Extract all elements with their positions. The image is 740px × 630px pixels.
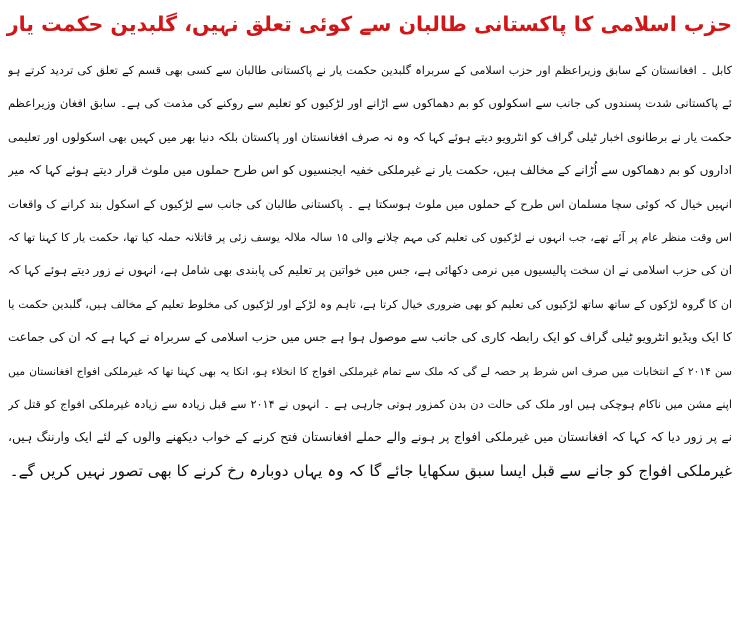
article-line: سن ۲۰۱۴ کے انتخابات میں صرف اس شرط پر حصہ لے گی کہ ملک سے تمام غیرملکی افواج کا انخلاء ہو، انکا یہ بھی کہنا تھا کہ غیرملکی افواج افغانستان میں (8, 364, 732, 378)
article-line: نے پر زور دیا کہ کہا کہ افغانستان میں غیرملکی افواج پر ہونے والے حملے افغانستان فتح کرنے کے خواب دیکھنے والوں کے لئے ایک وارننگ ہیں، (8, 430, 732, 445)
article-line: ان کی حزب اسلامی نے ان سخت پالیسیوں میں نرمی دکھائی ہے، جس میں خواتین پر تعلیم کی پابندی بھی شامل ہے، انہوں نے زور دیتے ہوئے کہا کہ (8, 263, 732, 278)
article-line: ئے پاکستانی شدت پسندوں کی جانب سے اسکولوں کو بم دھماکوں سے اڑانے اور لڑکیوں کو تعلیم سے روکنے کی مذمت کی ہے۔ سابق افغان وزیراعظم (8, 96, 732, 111)
article-line: اپنے مشن میں ناکام ہوچکی ہیں اور ملک کی حالت دن بدن کمزور ہوتی جارہی ہے ۔ انہوں نے ۲۰۱۴ سے قبل زیادہ سے زیادہ غیرملکی افواج کو قتل کر (8, 398, 732, 412)
article-line: اس وقت منظر عام پر آئے تھے، جب انہوں نے لڑکیوں کی تعلیم کی مہم چلانے والی ۱۵ سالہ ملالہ یوسف زئی پر قاتلانہ حملہ کیا تھا، حکمت یار کا کہنا تھا کہ (8, 231, 732, 245)
article-line: کا ایک ویڈیو انٹرویو ٹیلی گراف کو ایک رابطہ کاری کی جانب سے موصول ہوا ہے جس میں حزب اسلامی کے سربراہ نے کہا ہے کہ ان کی جماعت (8, 330, 732, 345)
article-line: اداروں کو بم دھماکوں سے اُڑانے کے مخالف ہیں، حکمت یار نے غیرملکی خفیہ ایجنسیوں کو اس طرح حملوں میں ملوث قرار دیتے ہوئے کہا کہ میر (8, 163, 732, 178)
article-line: حکمت یار نے برطانوی اخبار ٹیلی گراف کو انٹرویو دیتے ہوئے کہا کہ وہ نہ صرف افغانستان اور پاکستان بلکہ دنیا بھر میں کہیں بھی اسکولوں اور تعلیمی (8, 129, 732, 144)
article-line: ان کا گروہ لڑکوں کے ساتھ ساتھ لڑکیوں کی تعلیم کو بھی ضروری خیال کرتا ہے، تاہم وہ لڑکے اور لڑکیوں کی مخلوط تعلیم کے مخالف ہیں، گلبدین حکمت یا (8, 297, 732, 311)
article-body (8, 54, 732, 488)
article-line: انہیں خیال کہ کوئی سچا مسلمان اس طرح کے حملوں میں ملوث ہوسکتا ہے ۔ پاکستانی طالبان کی جانب سے لڑکیوں کے اسکول بند کرانے ک واقعات (8, 196, 732, 211)
article-line: کابل ۔ افغانستان کے سابق وزیراعظم اور حزب اسلامی کے سربراہ گلبدین حکمت یار نے پاکستانی طالبان سے کسی بھی قسم کے تعلق کی تردید کرتے ہو (8, 64, 732, 77)
article-headline: حزب اسلامی کا پاکستانی طالبان سے کوئی تعلق نہیں، گلبدین حکمت یار (6, 12, 732, 36)
article-line: غیرملکی افواج کو جانے سے قبل ایسا سبق سکھایا جائے گا کہ وہ یہاں دوبارہ رخ کرنے کا بھی تصور نہیں کریں گے۔ (9, 461, 732, 480)
